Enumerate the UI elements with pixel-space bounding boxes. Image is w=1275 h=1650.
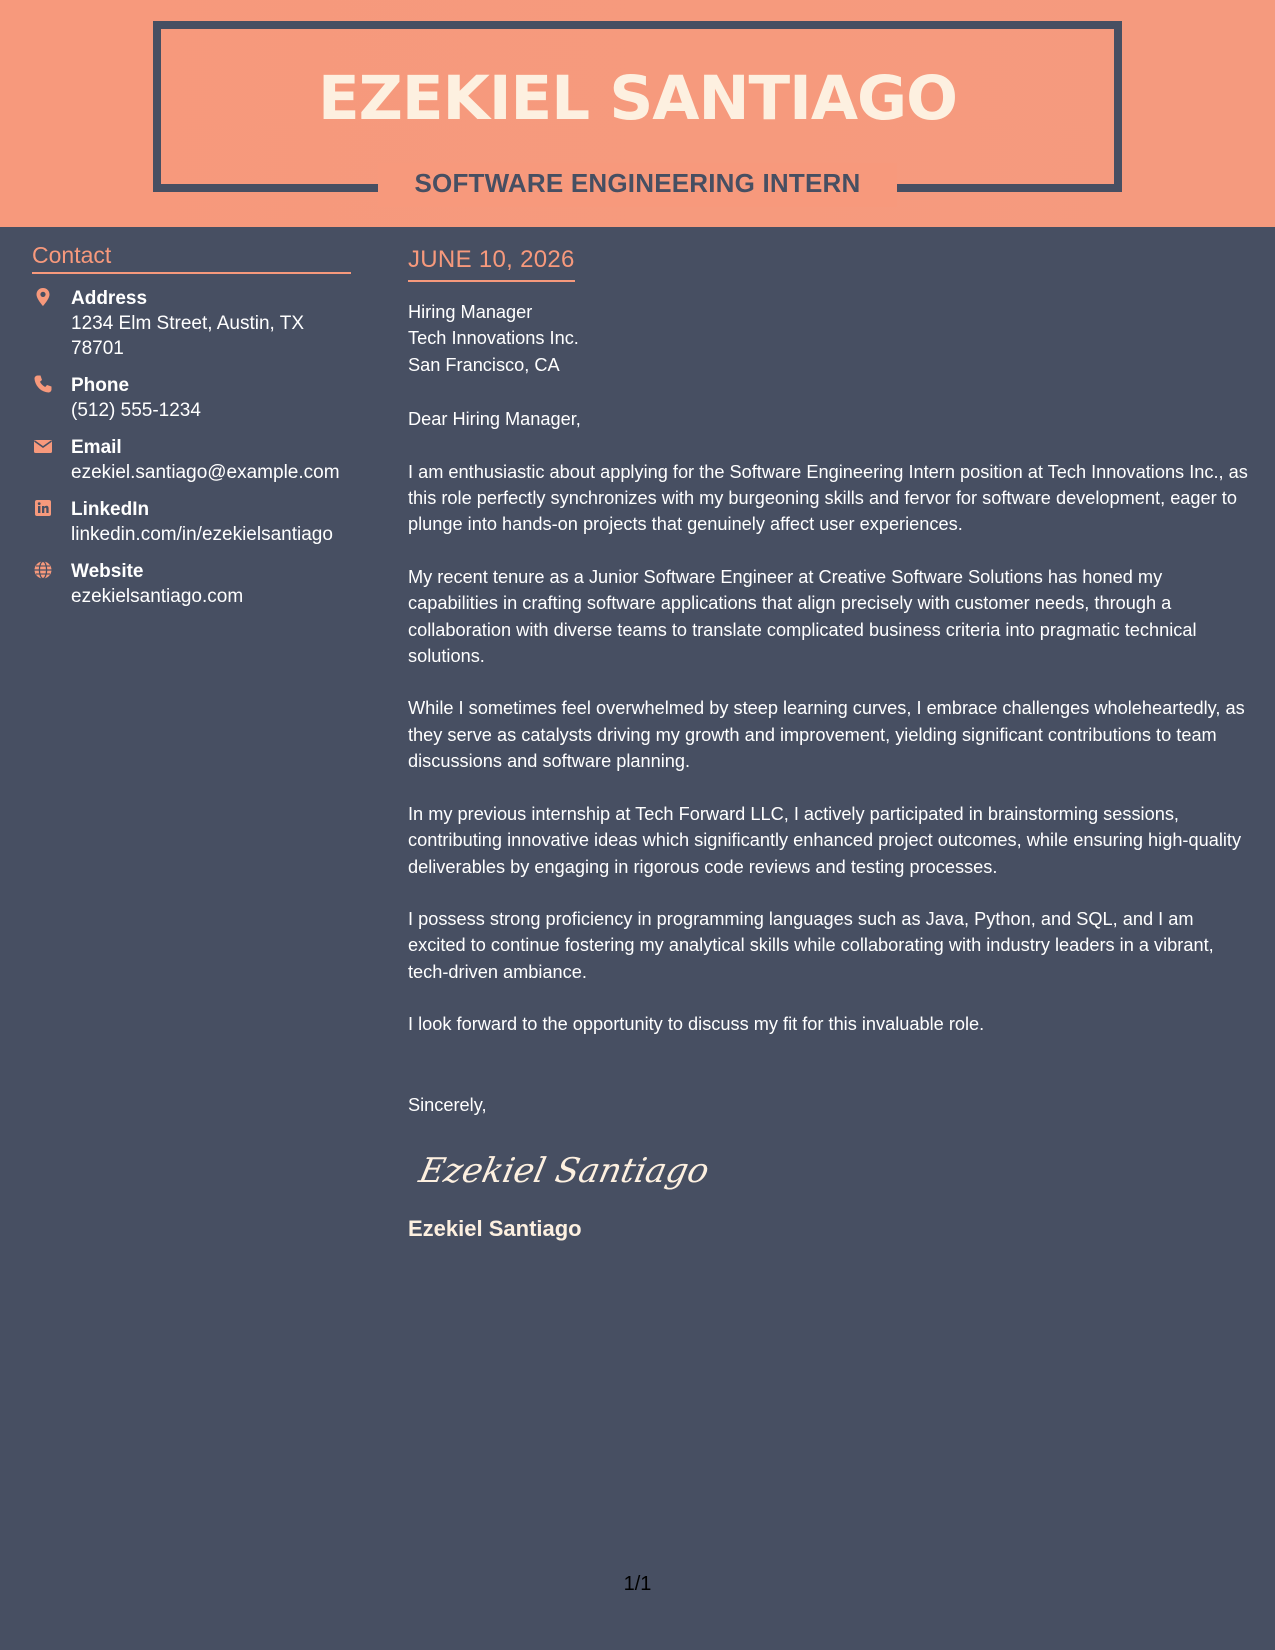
website-value: ezekielsantiago.com	[71, 586, 244, 607]
closing: Sincerely,	[408, 1094, 487, 1115]
recipient-name: Hiring Manager	[408, 302, 533, 322]
address-line-2: 78701	[71, 338, 124, 359]
linkedin-value: linkedin.com/in/ezekielsantiago	[71, 524, 333, 545]
svg-text:Ezekiel Santiago: Ezekiel Santiago	[415, 1151, 713, 1191]
paragraph-4: In my previous internship at Tech Forward LLC, I actively participated in brainstorming sessions, contributing innovative ideas which significantly enhanced project outcomes, while ensuring high-quality deliverables by engaging in rigorous code reviews and testing processes.	[408, 803, 1242, 877]
applicant-name: EZEKIEL SANTIAGO	[318, 63, 957, 134]
linkedin-label: LinkedIn	[71, 499, 150, 520]
header-banner	[0, 0, 1275, 227]
paragraph-5: I possess strong proficiency in programming languages such as Java, Python, and SQL, and I am excited to continue fostering my analytical skills while collaborating with industry leaders in a vibrant, tech-driven ambiance.	[408, 908, 1214, 982]
contact-sidebar	[32, 240, 351, 621]
globe-icon	[33, 560, 53, 580]
contact-phone	[32, 373, 351, 423]
paragraph-2: My recent tenure as a Junior Software Engineer at Creative Software Solutions has honed my capabilities in crafting software applications that align precisely with customer needs, through a collaboration with diverse teams to translate complicated business criteria into pragmatic technical solutions.	[408, 566, 1197, 667]
job-title: SOFTWARE ENGINEERING INTERN	[414, 168, 861, 198]
contact-website	[32, 559, 351, 609]
page-number: 1/1	[623, 1573, 652, 1595]
website-label: Website	[71, 561, 144, 582]
email-value: ezekiel.santiago@example.com	[71, 462, 340, 483]
salutation: Dear Hiring Manager,	[408, 409, 581, 430]
paragraph-6: I look forward to the opportunity to discuss my fit for this invaluable role.	[408, 1014, 985, 1035]
recipient-block	[408, 299, 1253, 378]
contact-address	[32, 286, 351, 361]
linkedin-icon	[33, 498, 53, 518]
letter-body	[408, 245, 1253, 1244]
phone-label: Phone	[71, 375, 130, 396]
phone-value: (512) 555-1234	[71, 400, 201, 421]
contact-linkedin	[32, 497, 351, 547]
signer-name: Ezekiel Santiago	[408, 1215, 582, 1241]
recipient-location: San Francisco, CA	[408, 354, 560, 375]
email-label: Email	[71, 437, 122, 458]
paragraph-1: I am enthusiastic about applying for the Software Engineering Intern position at Tech Innovations Inc., as this role perfectly synchronizes with my burgeoning skills and fervor for software development, eager to plunge into hands-on projects that genuinely affect user experiences.	[408, 461, 1248, 535]
address-label: Address	[71, 288, 148, 309]
phone-icon	[33, 374, 53, 394]
letter-date: JUNE 10, 2026	[408, 245, 575, 282]
contact-email	[32, 435, 351, 485]
recipient-company: Tech Innovations Inc.	[408, 328, 579, 349]
address-line-1: 1234 Elm Street, Austin, TX	[71, 313, 305, 334]
contact-heading: Contact	[32, 240, 351, 274]
paragraph-3: While I sometimes feel overwhelmed by steep learning curves, I embrace challenges wholeheartedly, as they serve as catalysts driving my growth and improvement, yielding significant contributions to team discussions and software planning.	[408, 698, 1245, 772]
handwritten-signature	[414, 1142, 713, 1198]
email-icon	[33, 436, 53, 456]
location-pin-icon	[33, 287, 53, 307]
